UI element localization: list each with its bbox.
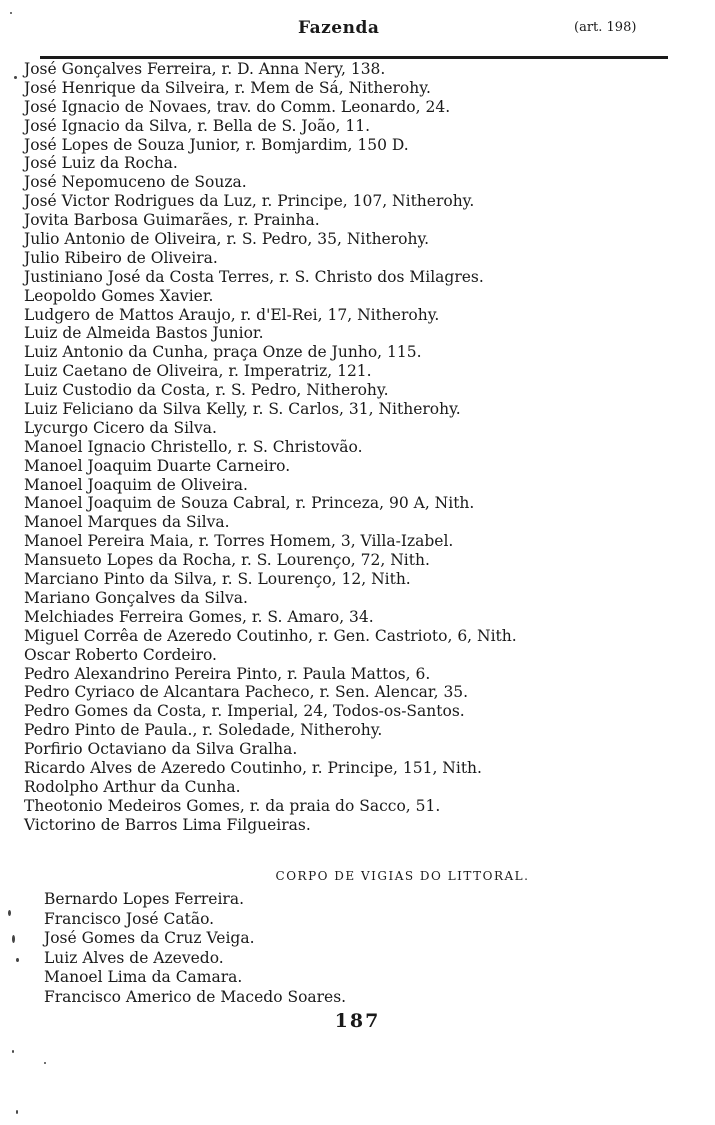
- list-item: Francisco Americo de Macedo Soares.: [44, 987, 347, 1006]
- list-item: José Victor Rodrigues da Luz, r. Principe, 107, Nitherohy.: [24, 192, 475, 211]
- list-item: José Luiz da Rocha.: [24, 154, 178, 173]
- list-item: Jovita Barbosa Guimarães, r. Prainha.: [24, 211, 320, 230]
- header-rule: [40, 56, 668, 59]
- list-item: Manoel Joaquim Duarte Carneiro.: [24, 456, 291, 475]
- page-header-title: Fazenda: [298, 18, 380, 38]
- list-item: Manoel Joaquim de Souza Cabral, r. Princeza, 90 A, Nith.: [24, 494, 475, 513]
- list-item: Luiz de Almeida Bastos Junior.: [24, 324, 264, 343]
- list-item: José Nepomuceno de Souza.: [24, 173, 247, 192]
- list-item: Mansueto Lopes da Rocha, r. S. Lourenço, 72, Nith.: [24, 551, 430, 570]
- list-item: José Lopes de Souza Junior, r. Bomjardim, 150 D.: [24, 135, 409, 154]
- list-item: Victorino de Barros Lima Filgueiras.: [24, 815, 311, 834]
- ink-speck: [16, 958, 19, 962]
- list-item: José Gomes da Cruz Veiga.: [44, 929, 255, 947]
- page-header: [0, 18, 715, 42]
- ink-speck: [8, 910, 11, 916]
- list-item: Julio Antonio de Oliveira, r. S. Pedro, 35, Nitherohy.: [24, 230, 430, 249]
- list-item: Lycurgo Cicero da Silva.: [24, 418, 217, 437]
- list-item: Miguel Corrêa de Azeredo Coutinho, r. Gen. Castrioto, 6, Nith.: [24, 626, 517, 645]
- list-item: Manoel Lima da Camara.: [44, 968, 243, 986]
- ink-speck: [16, 1110, 18, 1114]
- list-item: Porfirio Octaviano da Silva Gralha.: [24, 740, 298, 759]
- list-item: Melchiades Ferreira Gomes, r. S. Amaro, 34.: [24, 607, 374, 626]
- list-item: Pedro Alexandrino Pereira Pinto, r. Paula Mattos, 6.: [24, 664, 431, 683]
- list-item: Manoel Marques da Silva.: [24, 513, 230, 532]
- list-item: Manoel Ignacio Christello, r. S. Christovão.: [24, 437, 363, 456]
- list-item: Luiz Custodio da Costa, r. S. Pedro, Nitherohy.: [24, 381, 389, 400]
- list-item: Julio Ribeiro de Oliveira.: [24, 248, 218, 267]
- list-item: Manoel Joaquim de Oliveira.: [24, 475, 248, 494]
- entries-list: [24, 60, 704, 835]
- list-item: Luiz Alves de Azevedo.: [44, 948, 224, 967]
- list-item: Oscar Roberto Cordeiro.: [24, 645, 217, 664]
- ink-speck: [12, 935, 15, 943]
- section-heading: CORPO DE VIGIAS DO LITTORAL.: [275, 869, 530, 883]
- list-item: Luiz Antonio da Cunha, praça Onze de Junho, 115.: [24, 343, 422, 362]
- list-item: José Henrique da Silveira, r. Mem de Sá, Nitherohy.: [24, 78, 431, 97]
- ink-speck: [10, 12, 12, 14]
- list-item: Pedro Cyriaco de Alcantara Pacheco, r. Sen. Alencar, 35.: [24, 683, 469, 702]
- list-item: Marciano Pinto da Silva, r. S. Lourenço, 12, Nith.: [24, 570, 411, 589]
- list-item: Mariano Gonçalves da Silva.: [24, 588, 248, 607]
- list-item: Francisco José Catão.: [44, 909, 215, 928]
- ink-speck: [12, 1050, 14, 1053]
- list-item: José Ignacio de Novaes, trav. do Comm. Leonardo, 24.: [24, 97, 451, 116]
- section-members-list: [44, 890, 346, 1007]
- ink-speck: [14, 76, 17, 79]
- list-item: Leopoldo Gomes Xavier.: [24, 286, 214, 305]
- list-item: José Gonçalves Ferreira, r. D. Anna Nery, 138.: [24, 60, 386, 78]
- list-item: Luiz Feliciano da Silva Kelly, r. S. Carlos, 31, Nitherohy.: [24, 400, 461, 419]
- list-item: Justiniano José da Costa Terres, r. S. Christo dos Milagres.: [24, 267, 484, 286]
- list-item: Bernardo Lopes Ferreira.: [44, 890, 244, 908]
- list-item: Pedro Pinto de Paula., r. Soledade, Nitherohy.: [24, 721, 383, 740]
- page-number: 187: [334, 1010, 381, 1032]
- list-item: Ludgero de Mattos Araujo, r. d'El-Rei, 17, Nitherohy.: [24, 305, 440, 324]
- page-header-reference: (art. 198): [574, 20, 637, 35]
- list-item: Luiz Caetano de Oliveira, r. Imperatriz, 121.: [24, 362, 372, 381]
- list-item: José Ignacio da Silva, r. Bella de S. João, 11.: [24, 116, 371, 135]
- list-item: Manoel Pereira Maia, r. Torres Homem, 3, Villa-Izabel.: [24, 532, 454, 551]
- list-item: Ricardo Alves de Azeredo Coutinho, r. Principe, 151, Nith.: [24, 758, 482, 777]
- ink-speck: [44, 1062, 46, 1064]
- list-item: Theotonio Medeiros Gomes, r. da praia do Sacco, 51.: [24, 796, 441, 815]
- list-item: Pedro Gomes da Costa, r. Imperial, 24, Todos-os-Santos.: [24, 702, 465, 721]
- list-item: Rodolpho Arthur da Cunha.: [24, 777, 241, 796]
